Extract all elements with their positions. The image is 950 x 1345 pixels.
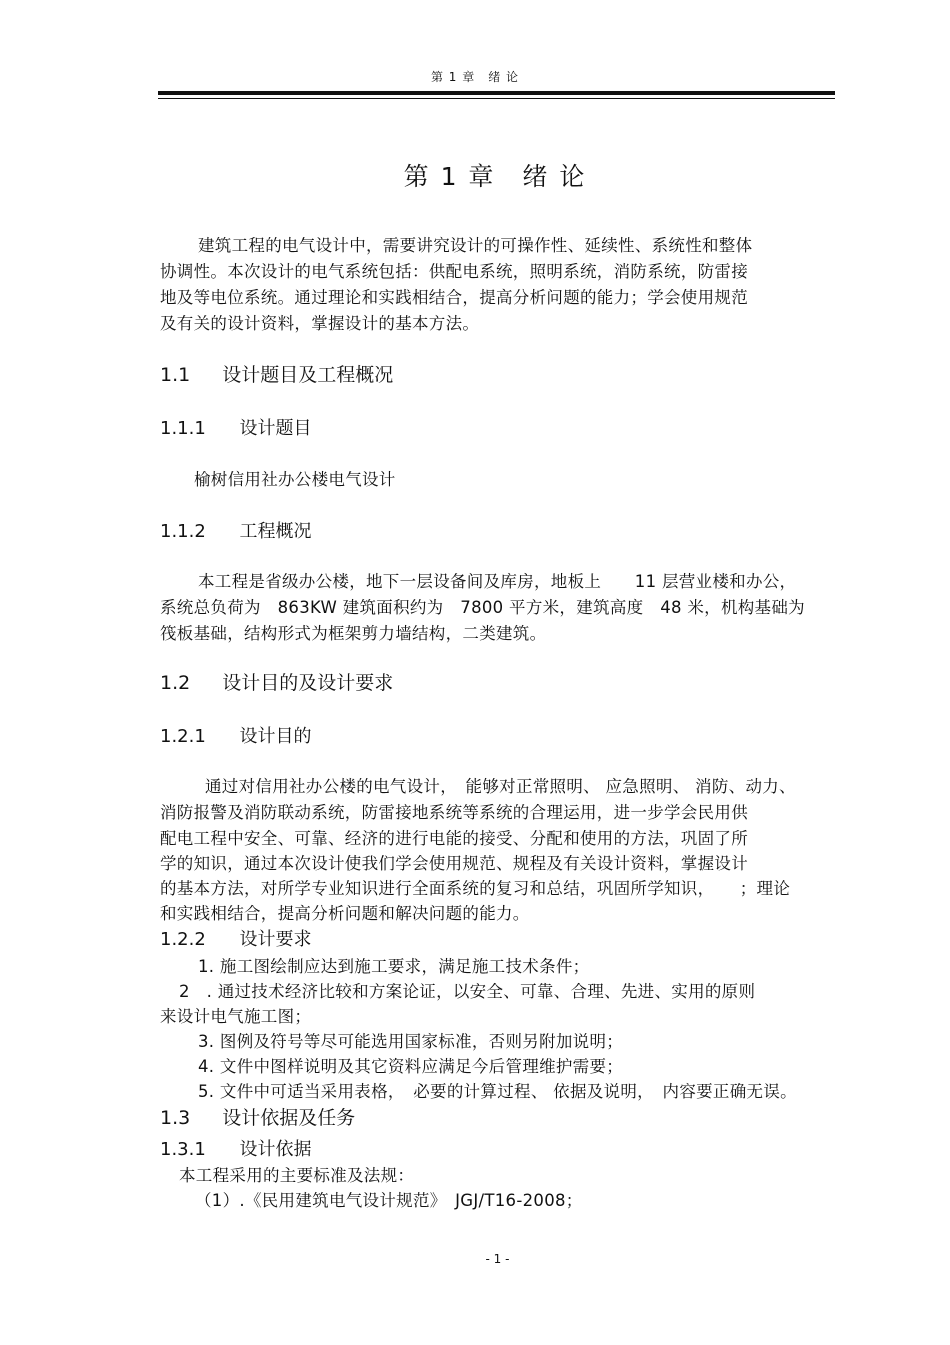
section-number: 1.1.1 [160, 418, 206, 439]
section-title: 设计题目 [239, 418, 312, 439]
requirement-item-1: 1. 施工图绘制应达到施工要求，满足施工技术条件； [198, 957, 590, 976]
section-number: 1.3 [160, 1107, 191, 1129]
section-title: 设计目的及设计要求 [222, 672, 394, 694]
section-number: 1.3.1 [160, 1139, 206, 1160]
section-number: 1.2.2 [160, 929, 206, 950]
section-title: 设计依据 [239, 1139, 312, 1160]
chapter-title: 第 1 章 绪 论 [403, 162, 587, 191]
running-head: 第 1 章 绪 论 [430, 70, 520, 84]
page-number: - 1 - [485, 1252, 510, 1266]
section-1-1-heading [160, 360, 393, 387]
section-number: 1.2 [160, 672, 191, 694]
overview-line-1: 本工程是省级办公楼，地下一层设备间及库房，地板上 11 层营业楼和办公， [198, 572, 797, 591]
basis-intro: 本工程采用的主要标准及法规： [179, 1166, 415, 1185]
section-title: 设计依据及任务 [222, 1107, 356, 1129]
section-1-2-heading [160, 668, 393, 695]
section-1-3-1-heading [160, 1135, 312, 1161]
section-title: 设计目的 [239, 726, 312, 747]
section-1-3-heading [160, 1103, 355, 1130]
intro-line-1: 建筑工程的电气设计中，需要讲究设计的可操作性、延续性、系统性和整体 [198, 236, 753, 255]
requirement-item-2: 2 . 通过技术经济比较和方案论证，以安全、可靠、合理、先进、实用的原则 [179, 982, 756, 1001]
section-1-1-1-heading [160, 414, 312, 440]
section-title: 设计要求 [239, 929, 312, 950]
purpose-line-4: 学的知识，通过本次设计使我们学会使用规范、规程及有关设计资料，掌握设计 [160, 854, 748, 873]
overview-line-3: 筏板基础，结构形式为框架剪力墙结构，二类建筑。 [160, 624, 547, 643]
purpose-line-1: 通过对信用社办公楼的电气设计， 能够对正常照明、 应急照明、 消防、动力、 [205, 777, 796, 796]
requirement-item-4: 4. 文件中图样说明及其它资料应满足今后管理维护需要； [198, 1057, 624, 1076]
section-title: 工程概况 [239, 521, 312, 542]
header-rule-thin [158, 98, 835, 99]
header-rule-thick [158, 91, 835, 95]
purpose-line-3: 配电工程中安全、可靠、经济的进行电能的接受、分配和使用的方法，巩固了所 [160, 829, 748, 848]
requirement-item-5: 5. 文件中可适当采用表格， 必要的计算过程、 依据及说明， 内容要正确无误。 [198, 1082, 797, 1101]
intro-line-3: 地及等电位系统。通过理论和实践相结合，提高分析问题的能力；学会使用规范 [160, 288, 748, 307]
section-1-2-2-heading [160, 925, 312, 951]
purpose-line-2: 消防报警及消防联动系统，防雷接地系统等系统的合理运用，进一步学会民用供 [160, 803, 748, 822]
requirement-item-2-cont: 来设计电气施工图； [160, 1007, 312, 1026]
section-title: 设计题目及工程概况 [222, 364, 394, 386]
section-number: 1.1.2 [160, 521, 206, 542]
design-topic: 榆树信用社办公楼电气设计 [194, 470, 396, 489]
basis-item-1: （1）.《民用建筑电气设计规范》 JGJ/T16-2008； [195, 1191, 583, 1210]
section-1-1-2-heading [160, 517, 312, 543]
requirement-item-3: 3. 图例及符号等尽可能选用国家标准，否则另附加说明； [198, 1032, 624, 1051]
section-1-2-1-heading [160, 722, 312, 748]
section-number: 1.1 [160, 364, 191, 386]
overview-line-2: 系统总负荷为 863KW 建筑面积约为 7800 平方米，建筑高度 48 米，机构基础为 [160, 598, 805, 617]
purpose-line-6: 和实践相结合，提高分析问题和解决问题的能力。 [160, 904, 530, 923]
purpose-line-5: 的基本方法，对所学专业知识进行全面系统的复习和总结，巩固所学知识， ；理论 [160, 879, 791, 898]
intro-line-2: 协调性。本次设计的电气系统包括：供配电系统，照明系统，消防系统，防雷接 [160, 262, 748, 281]
section-number: 1.2.1 [160, 726, 206, 747]
intro-line-4: 及有关的设计资料，掌握设计的基本方法。 [160, 314, 480, 333]
